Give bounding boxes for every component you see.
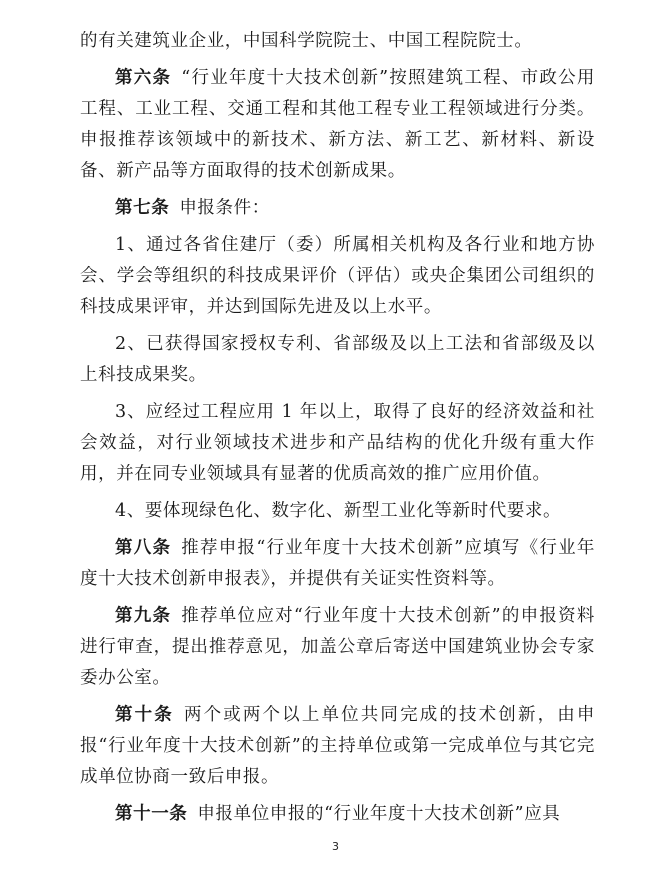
paragraph-text: “行业年度十大技术创新”按照建筑工程、市政公用工程、工业工程、交通工程和其他工程专业工程领域进行分类。申报推荐该领域中的新技术、新方法、新工艺、新材料、新设备、新产品等方面取得的技术创新成果。 — [80, 68, 595, 181]
article-heading: 第九条 — [115, 606, 172, 626]
article-heading: 第十条 — [115, 705, 174, 725]
article-heading: 第十一条 — [115, 804, 188, 824]
paragraph-text: 2、已获得国家授权专利、省部级及以上工法和省部级及以上科技成果奖。 — [80, 334, 595, 385]
article-heading: 第六条 — [115, 68, 172, 88]
paragraph-article-6 — [80, 63, 595, 187]
paragraph-text: 推荐单位应对“行业年度十大技术创新”的申报资料进行审查，提出推荐意见，加盖公章后寄送中国建筑业协会专家委办公室。 — [80, 606, 595, 688]
paragraph-text: 申报条件： — [179, 198, 270, 218]
paragraph-text: 两个或两个以上单位共同完成的技术创新，由申报“行业年度十大技术创新”的主持单位或第一完成单位与其它完成单位协商一致后申报。 — [80, 705, 595, 787]
page-number: 3 — [332, 840, 339, 853]
paragraph-condition-4 — [80, 496, 595, 527]
paragraph-text: 4、要体现绿色化、数字化、新型工业化等新时代要求。 — [115, 501, 562, 521]
paragraph-text: 1、通过各省住建厅（委）所属相关机构及各行业和地方协会、学会等组织的科技成果评价（评估）或央企集团公司组织的科技成果评审，并达到国际先进及以上水平。 — [80, 235, 595, 317]
paragraph-condition-1 — [80, 230, 595, 323]
paragraph-article-10 — [80, 700, 595, 793]
article-heading: 第七条 — [115, 198, 170, 218]
paragraph-article-8 — [80, 533, 595, 595]
paragraph-text: 申报单位申报的“行业年度十大技术创新”应具 — [197, 804, 561, 824]
paragraph-article-7 — [80, 193, 595, 224]
article-heading: 第八条 — [115, 538, 172, 558]
paragraph-article-9 — [80, 601, 595, 694]
paragraph-0 — [80, 26, 595, 57]
paragraph-text: 推荐申报“行业年度十大技术创新”应填写《行业年度十大技术创新申报表》，并提供有关证实性资料等。 — [80, 538, 595, 589]
paragraph-article-11 — [80, 799, 595, 830]
document-body — [80, 26, 595, 836]
paragraph-text: 的有关建筑业企业，中国科学院院士、中国工程院院士。 — [80, 31, 533, 51]
paragraph-condition-3 — [80, 397, 595, 490]
paragraph-condition-2 — [80, 329, 595, 391]
paragraph-text: 3、应经过工程应用 1 年以上，取得了良好的经济效益和社会效益，对行业领域技术进步和产品结构的优化升级有重大作用，并在同专业领域具有显著的优质高效的推广应用价值。 — [80, 402, 595, 484]
